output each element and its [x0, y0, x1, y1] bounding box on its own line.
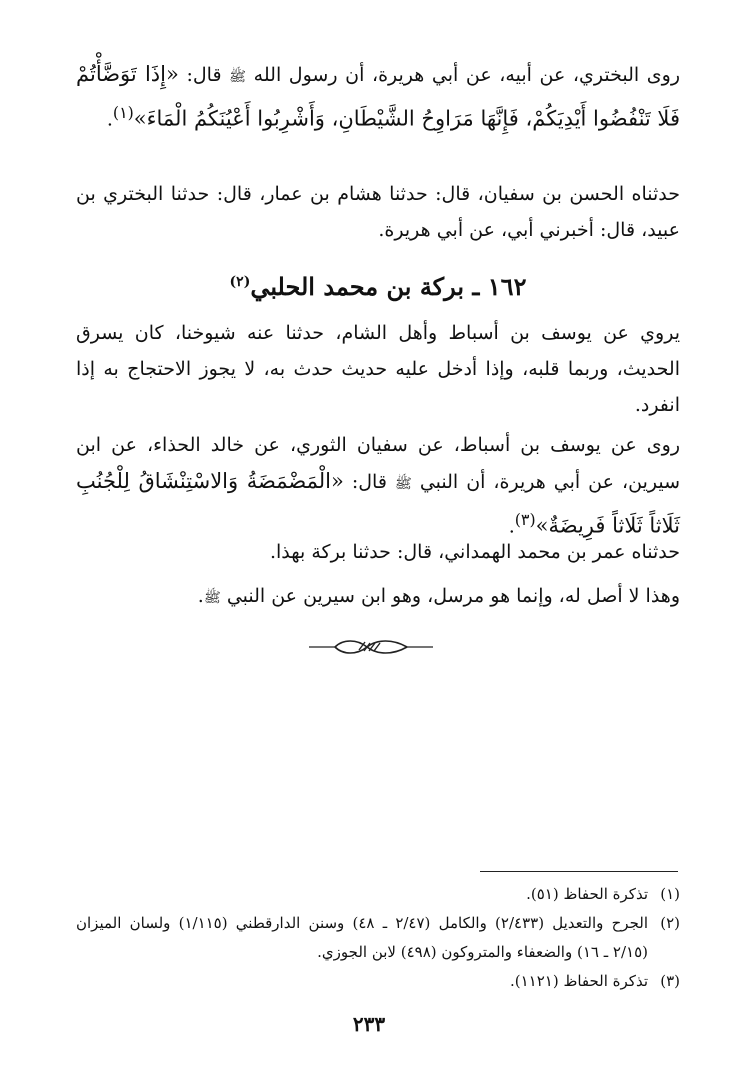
hadith-2-quote: «الْمَضْمَضَةُ وَالاسْتِنْشَاقُ لِلْجُنُبِ ثَلَاثاً ثَلَاثاً فَرِيضَةٌ» — [76, 469, 680, 538]
footnote-text: الجرح والتعديل (٢/٤٣٣) والكامل (٢/٤٧ ـ ٤٨) وسنن الدارقطني (١/١١٥) ولسان الميزان (٢/١٥ ـ ١٦) والضعفاء والمتروكون (٤٩٨) لابن الجوزي. — [76, 914, 648, 961]
footnote-separator — [480, 871, 678, 872]
paragraph-hadith-1 — [76, 56, 680, 137]
paragraph-chain-1: حدثناه الحسن بن سفيان، قال: حدثنا هشام بن عمار، قال: حدثنا البختري بن عبيد، قال: أخبرني أبي، عن أبي هريرة. — [76, 183, 680, 241]
footnote-text: تذكرة الحفاظ (١١٢١). — [509, 972, 648, 990]
entry-title-text: ١٦٢ ـ بركة بن محمد الحلبي — [250, 272, 527, 301]
salla-allah-symbol: ﷺ — [229, 69, 247, 85]
hadith-1-intro: روى البختري، عن أبيه، عن أبي هريرة، أن رسول الله — [253, 64, 681, 86]
hadith-2-intro: روى عن يوسف بن أسباط، عن سفيان الثوري، عن خالد الحذاء، عن ابن سيرين، عن أبي هريرة، أن النبي — [76, 434, 680, 493]
verdict-text: وهذا لا أصل له، وإنما هو مرسل، وهو ابن سيرين عن النبي — [226, 585, 680, 607]
entry-title — [76, 272, 680, 301]
footnote-3 — [76, 967, 680, 996]
verdict-end: . — [197, 585, 204, 607]
hadith-1-end: . — [106, 108, 113, 131]
paragraph-verdict — [76, 578, 680, 616]
decorative-divider-icon — [309, 637, 433, 657]
hadith-1-quote: «إِذَا تَوَضَّأْتُمْ فَلَا تَنْفُضُوا أَيْدِيَكُمْ، فَإِنَّهَا مَرَاوِحُ الشَّيْطَانِ، وَأَشْرِبُوا أَعْيُنَكُمُ الْمَاءَ» — [76, 62, 680, 131]
hadith-1-qala: قال: — [186, 64, 222, 86]
footnote-number: (٢) — [660, 914, 680, 932]
footnote-ref-1: (١) — [112, 103, 134, 122]
hadith-2-end: . — [508, 515, 515, 538]
paragraph-chain-2: حدثناه عمر بن محمد الهمداني، قال: حدثنا بركة بهذا. — [269, 541, 680, 563]
paragraph-biography: يروي عن يوسف بن أسباط وأهل الشام، حدثنا عنه شيوخنا، كان يسرق الحديث، وربما قلبه، وإذا أدخل عليه حديث حدث به، لا يجوز الاحتجاج به إذا انفرد. — [76, 322, 680, 416]
footnote-2 — [76, 909, 680, 967]
salla-allah-symbol: ﷺ — [394, 476, 412, 492]
paragraph-hadith-2 — [76, 427, 680, 544]
footnote-text: تذكرة الحفاظ (٥١). — [526, 885, 648, 903]
footnote-ref-3: (٣) — [514, 510, 536, 529]
footnote-ref-2: (٢) — [229, 274, 251, 290]
footnote-1 — [76, 880, 680, 909]
salla-allah-symbol: ﷺ — [203, 590, 221, 606]
hadith-2-qala: قال: — [351, 471, 387, 493]
footnote-number: (١) — [660, 885, 680, 903]
footnote-number: (٣) — [660, 972, 680, 990]
footnotes-section — [76, 880, 680, 996]
page-number: ٢٣٣ — [352, 1012, 386, 1036]
